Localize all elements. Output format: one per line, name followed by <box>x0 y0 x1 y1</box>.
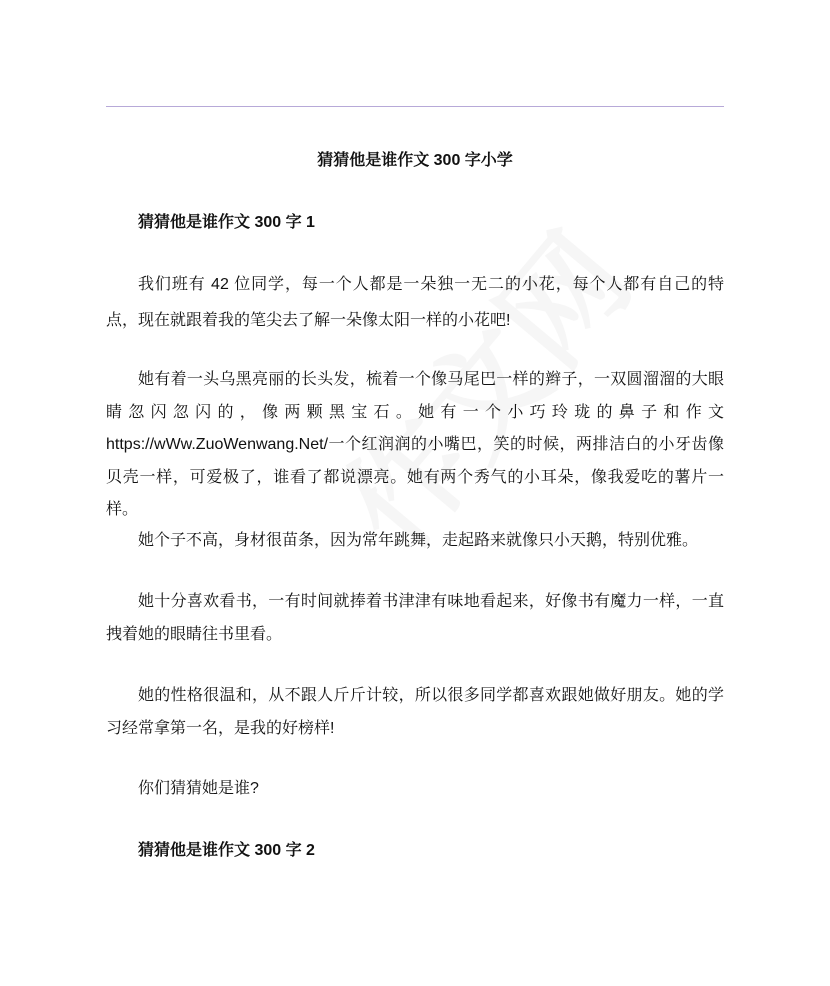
paragraph: 她的性格很温和，从不跟人斤斤计较，所以很多同学都喜欢跟她做好朋友。她的学习经常拿第一名，是我的好榜样! <box>106 687 724 737</box>
document-title: 猜猜他是谁作文 300 字小学 <box>317 152 513 169</box>
paragraph: 她十分喜欢看书，一有时间就捧着书津津有味地看起来，好像书有魔力一样，一直拽着她的眼睛往书里看。 <box>106 593 724 643</box>
paragraph: 我们班有 42 位同学，每一个人都是一朵独一无二的小花，每个人都有自己的特点，现在就跟着我的笔尖去了解一朵像太阳一样的小花吧! <box>106 276 724 329</box>
section-heading-1: 猜猜他是谁作文 300 字 1 <box>138 214 315 231</box>
paragraph: 她个子不高，身材很苗条，因为常年跳舞，走起路来就像只小天鹅，特别优雅。 <box>138 532 699 549</box>
paragraph: 她有着一头乌黑亮丽的长头发，梳着一个像马尾巴一样的辫子，一双圆溜溜的大眼睛忽闪忽闪的，像两颗黑宝石。她有一个小巧玲珑的鼻子和作文https://wWw.ZuoWenwang.Net/一个红润润的小嘴巴，笑的时候，两排洁白的小牙齿像贝壳一样，可爱极了，谁看了都说漂亮。她有两个秀气的小耳朵，像我爱吃的薯片一样。 <box>106 371 724 518</box>
section-heading-2: 猜猜他是谁作文 300 字 2 <box>138 842 315 859</box>
header-rule <box>106 106 724 107</box>
paragraph: 你们猜猜她是谁? <box>138 780 259 797</box>
